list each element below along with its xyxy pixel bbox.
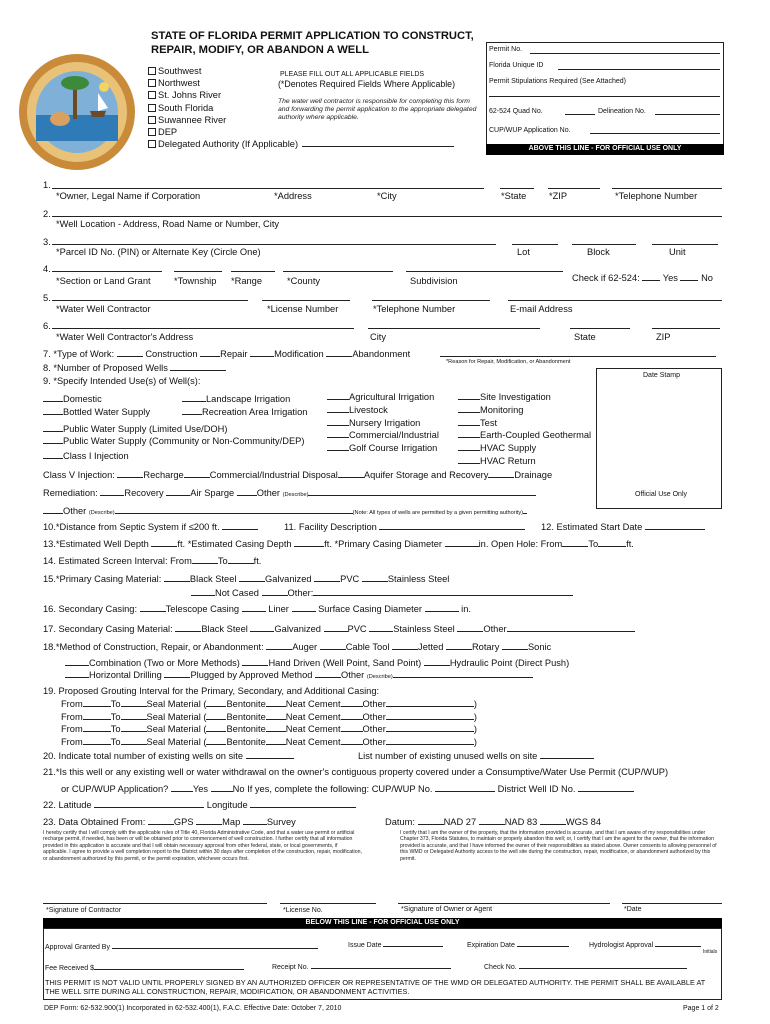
county-label: *County [287, 276, 321, 286]
initials-label: Initials [703, 949, 718, 955]
q12-row: 12. Estimated Start Date [541, 521, 705, 532]
contractor-address-label: *Water Well Contractor's Address [56, 332, 194, 342]
contractor-city-field[interactable] [368, 328, 540, 329]
cup-field[interactable] [590, 133, 720, 134]
license-field[interactable] [262, 300, 350, 301]
form-title-line1: STATE OF FLORIDA PERMIT APPLICATION TO CONSTRUCT, [151, 30, 474, 42]
row-3-number: 3. [43, 237, 51, 247]
use-hvac-return[interactable]: HVAC Return [458, 455, 591, 468]
checkbox[interactable] [148, 140, 156, 148]
latitude-field[interactable] [94, 799, 204, 808]
permit-no-label: Permit No. [489, 46, 523, 53]
district-delegated[interactable]: Delegated Authority (If Applicable) [148, 138, 454, 150]
row-2-number: 2. [43, 209, 51, 219]
owner-signature-label: *Signature of Owner or Agent [401, 906, 493, 913]
q19-label: 19. Proposed Grouting Interval for the Primary, Secondary, and Additional Casing: [43, 686, 380, 696]
date-stamp-box [596, 368, 722, 509]
county-field[interactable] [283, 271, 393, 272]
use-golf[interactable]: Golf Course Irrigation [327, 442, 439, 455]
unit-label: Unit [669, 247, 686, 257]
grout-row[interactable]: From To Seal Material ( Bentonite Neat Cement Other ) [61, 699, 477, 709]
row-5-number: 5. [43, 293, 51, 303]
township-field[interactable] [174, 271, 222, 272]
state-field[interactable] [500, 188, 534, 189]
construction-field[interactable] [117, 348, 143, 357]
q21-label: 21.*Is this well or any existing well or water withdrawal on the owner's contiguous property covered under a Consumptive/Water Use Permit (CUP/WUP) [43, 767, 669, 777]
modification-field[interactable] [250, 348, 274, 357]
q15-row: 15.*Primary Casing Material: Black Steel Galvanized PVC Stainless Steel [43, 574, 450, 584]
range-label: *Range [231, 276, 263, 286]
yes-field[interactable] [642, 272, 660, 281]
license-signature-label: *License No. [283, 907, 323, 914]
q10-row: 10.*Distance from Septic System if ≤200 ft. [43, 521, 258, 532]
checkbox[interactable] [148, 104, 156, 112]
unit-field[interactable] [652, 244, 718, 245]
remediation-row: Remediation: Recovery Air Sparge Other (Describe) [43, 487, 536, 498]
license-label: *License Number [267, 304, 339, 314]
use-column-3 [327, 391, 439, 455]
issue-row: Issue Date [348, 938, 443, 949]
use-test[interactable]: Test [458, 417, 591, 430]
use-domestic[interactable]: Domestic [43, 393, 304, 406]
use-hvac-supply[interactable]: HVAC Supply [458, 442, 591, 455]
contractor-zip-label: ZIP [656, 332, 671, 342]
use-recreation[interactable]: Recreation Area Irrigation [182, 406, 307, 419]
q13-row: 13.*Estimated Well Depth ft. *Estimated Casing Depth ft. *Primary Casing Diameter in. Open Hole: From To ft. [43, 539, 634, 549]
q15-row-2: Not Cased Other: [191, 587, 573, 598]
q16-row: 16. Secondary Casing: Telescope Casing Liner Surface Casing Diameter in. [43, 604, 471, 614]
q21-row-2: or CUP/WUP Application? Yes No If yes, complete the following: CUP/WUP No. District Well ID No. [61, 783, 634, 794]
hydrologist-row: Hydrologist Approval [589, 938, 701, 949]
contractor-note: The water well contractor is responsible for completing this form and forwarding the permit application to the appropriate delegated authority where applicable. [278, 98, 477, 121]
q20b-row: List number of existing unused wells on site [358, 750, 594, 761]
q22-row: 22. Latitude Longitude [43, 799, 356, 810]
page-number: Page 1 of 2 [683, 1005, 719, 1012]
district-northwest[interactable]: Northwest [148, 77, 454, 89]
casing-depth-field[interactable] [294, 538, 324, 547]
recovery-field[interactable] [100, 487, 124, 496]
use-monitoring[interactable]: Monitoring [458, 404, 591, 417]
district-dep[interactable]: DEP [148, 126, 454, 138]
other-use-row: Other (Describe) (Note: All types of wells are permitted by a given permitting authority) [43, 505, 527, 516]
contractor-state-field[interactable] [570, 328, 630, 329]
delineation-field[interactable] [655, 114, 720, 115]
cup-label: CUP/WUP Application No. [489, 127, 571, 134]
district-south-florida[interactable]: South Florida [148, 102, 454, 114]
row-1-number: 1. [43, 180, 51, 190]
district-st-johns[interactable]: St. Johns River [148, 89, 454, 101]
contractor-label: *Water Well Contractor [56, 304, 151, 314]
required-note: (*Denotes Required Fields Where Applicable) [278, 79, 456, 89]
open-hole-to[interactable] [598, 538, 626, 547]
other-use-field[interactable] [43, 505, 63, 514]
use-public-community[interactable]: Public Water Supply (Community or Non-Community/DEP) [43, 435, 304, 448]
contractor-signature-label: *Signature of Contractor [46, 907, 122, 914]
use-site-investigation[interactable]: Site Investigation [458, 391, 591, 404]
contractor-certification: I hereby certify that I will comply with the applicable rules of Title 40, Florida Administrative Code, and that a water use permit or artificial recharge permit, if needed, has been or will be obtained prior to commencement of well construction. I further certify that all information provided in this application is accurate and that I will obtain necessary approval from other federal, state, or local governments, if applicable. I agree to provide a well completion report to the District within 30 days after completion of the construction, repair, modification, or abandonment authorized by this permit, or the permit expiration, whichever occurs first. [43, 830, 362, 862]
district-suwannee[interactable]: Suwannee River [148, 114, 454, 126]
no-field[interactable] [680, 272, 698, 281]
email-label: E-mail Address [510, 304, 573, 314]
grout-row[interactable]: From To Seal Material ( Bentonite Neat Cement Other ) [61, 724, 477, 734]
parcel-field[interactable] [52, 244, 496, 245]
use-landscape[interactable]: Landscape Irrigation [182, 393, 307, 406]
rem-other-field[interactable] [237, 487, 257, 496]
lot-label: Lot [517, 247, 530, 257]
fill-note: PLEASE FILL OUT ALL APPLICABLE FIELDS [280, 71, 425, 78]
city-label: *City [377, 191, 397, 201]
contractor-city-label: City [370, 332, 387, 342]
contractor-signature-line[interactable] [43, 903, 267, 904]
number-wells-field[interactable] [170, 362, 226, 371]
stipulations-label[interactable]: Permit Stipulations Required (See Attached) [489, 78, 626, 85]
contractor-phone-field[interactable] [372, 300, 490, 301]
reason-label: *Reason for Repair, Modification, or Abandonment [446, 359, 571, 365]
reason-field[interactable] [440, 356, 716, 357]
zip-field[interactable] [548, 188, 600, 189]
q17-row: 17. Secondary Casing Material: Black Steel Galvanized PVC Stainless Steel Other [43, 623, 635, 634]
well-location-field[interactable] [52, 216, 722, 217]
intended-use-label: 9. *Specify Intended Use(s) of Well(s): [43, 376, 201, 386]
use-commercial[interactable]: Commercial/Industrial [327, 429, 439, 442]
approval-row: Approval Granted By [45, 940, 318, 951]
check-row: Check No. [484, 960, 687, 971]
use-geothermal[interactable]: Earth-Coupled Geothermal [458, 429, 591, 442]
delineation-label: Delineation No. [598, 108, 646, 115]
receipt-row: Receipt No. [272, 960, 451, 971]
row-6-number: 6. [43, 321, 51, 331]
township-label: *Township [174, 276, 217, 286]
email-field[interactable] [508, 300, 722, 301]
q18-row: 18.*Method of Construction, Repair, or Abandonment: Auger Cable Tool Jetted Rotary Sonic [43, 642, 552, 652]
datum-row: Datum: NAD 27 NAD 83 WGS 84 [385, 817, 602, 827]
sparge-field[interactable] [166, 487, 190, 496]
number-wells-row: 8. *Number of Proposed Wells [43, 362, 226, 373]
screen-from[interactable] [192, 555, 218, 564]
owner-signature-line[interactable] [398, 903, 610, 904]
subdivision-field[interactable] [406, 271, 563, 272]
facility-field[interactable] [379, 521, 525, 530]
unused-wells-field[interactable] [540, 750, 594, 759]
use-agricultural[interactable]: Agricultural Irrigation [327, 391, 439, 404]
use-public-limited[interactable]: Public Water Supply (Limited Use/DOH) [43, 423, 304, 436]
grout-row[interactable]: From To Seal Material ( Bentonite Neat Cement Other ) [61, 736, 477, 747]
unique-id-label: Florida Unique ID [489, 62, 544, 69]
start-date-field[interactable] [645, 521, 705, 530]
use-column-2 [182, 393, 307, 419]
repair-field[interactable] [200, 348, 220, 357]
q18-row-3: Horizontal Drilling Plugged by Approved Method Other (Describe) [65, 669, 533, 680]
below-line-bar: BELOW THIS LINE - FOR OFFICIAL USE ONLY [43, 918, 722, 928]
expiration-row: Expiration Date [467, 938, 569, 949]
block-field[interactable] [572, 244, 636, 245]
type-of-work-row: 7. *Type of Work: Construction Repair Modification Abandonment [43, 349, 411, 359]
date-stamp-label: Date Stamp [643, 372, 680, 379]
official-use-box [486, 42, 724, 155]
contractor-field[interactable] [52, 300, 248, 301]
lot-field[interactable] [512, 244, 558, 245]
official-use-bar: ABOVE THIS LINE - FOR OFFICIAL USE ONLY [486, 144, 724, 155]
contractor-address-field[interactable] [52, 328, 354, 329]
fee-row: Fee Received $ [45, 961, 244, 972]
well-location-label: *Well Location - Address, Road Name or Number, City [56, 219, 280, 229]
contractor-zip-field[interactable] [652, 328, 720, 329]
longitude-field[interactable] [250, 799, 356, 808]
row-4-number: 4. [43, 264, 51, 274]
septic-distance-field[interactable] [222, 521, 258, 530]
q20-row: 20. Indicate total number of existing wells on site [43, 750, 294, 761]
use-class-i[interactable]: Class I Injection [43, 450, 304, 463]
checkbox[interactable] [148, 79, 156, 87]
screen-to[interactable] [228, 555, 254, 564]
validity-notice: THIS PERMIT IS NOT VALID UNTIL PROPERLY SIGNED BY AN AUTHORIZED OFFICER OR REPRESENTATIVE OF THE WMD OR DELEGATED AUTHORITY. THE PERMIT SHALL BE AVAILABLE AT THE WELL SITE DURING ALL CONSTRUCTION, REPAIR, MODIFICATION, OR ABANDONMENT ACTIVITIES. [45, 978, 706, 997]
q14-row: 14. Estimated Screen Interval: From To ft. [43, 556, 262, 566]
form-footer: DEP Form: 62-532.900(1) Incorporated in 62-532.400(1), F.A.C. Effective Date: October 7, 2010 [44, 1005, 342, 1012]
permit-no-field[interactable] [530, 53, 720, 54]
owner-field[interactable] [52, 188, 484, 189]
state-label: *State [501, 191, 527, 201]
quad-field[interactable] [565, 114, 595, 115]
unique-id-field[interactable] [558, 69, 720, 70]
quad-label: 62-524 Quad No. [489, 108, 543, 115]
disposal-field[interactable] [184, 469, 210, 478]
license-signature-line[interactable] [280, 903, 376, 904]
state-seal-logo [18, 53, 136, 171]
checkbox[interactable] [148, 67, 156, 75]
range-field[interactable] [231, 271, 275, 272]
well-depth-field[interactable] [151, 538, 177, 547]
use-livestock[interactable]: Livestock [327, 404, 439, 417]
owner-label: *Owner, Legal Name if Corporation [56, 191, 201, 201]
checkbox[interactable] [148, 116, 156, 124]
subdivision-label: Subdivision [410, 276, 458, 286]
casing-diameter-field[interactable] [445, 538, 479, 547]
recharge-field[interactable] [117, 469, 143, 478]
official-only-label: Official Use Only [635, 491, 687, 498]
q11-row: 11. Facility Description [284, 521, 525, 532]
form-title-line2: REPAIR, MODIFY, OR ABANDON A WELL [151, 44, 369, 56]
check-62-524: Check if 62-524: Yes No [572, 273, 713, 283]
contractor-phone-label: *Telephone Number [373, 304, 456, 314]
use-column-4 [458, 391, 591, 468]
asr-field[interactable] [338, 469, 364, 478]
open-hole-from[interactable] [562, 538, 588, 547]
stipulations-line [489, 96, 720, 97]
section-field[interactable] [52, 271, 162, 272]
owner-certification: I certify that I am the owner of the property, that the information provided is accurate, and that I am aware of my responsibilities under Chapter 373, Florida Statutes, to maintain or properly abandon this well; or, I certify that I am the agent for the owner, that the information provided is accurate, and that I have informed the owner of their responsibilities as stated above. Owner consents to allowing personnel of this WMD or Delegated Authority access to the well site during the construction, repair, modification, or abandonment authorized by this permit. [400, 830, 717, 862]
phone-field[interactable] [612, 188, 722, 189]
abandonment-field[interactable] [326, 348, 352, 357]
use-bottled[interactable]: Bottled Water Supply [43, 406, 304, 419]
checkbox[interactable] [148, 128, 156, 136]
grouting-table [61, 698, 477, 748]
address-label: *Address [274, 191, 312, 201]
date-signature-label: *Date [624, 906, 642, 913]
use-nursery[interactable]: Nursery Irrigation [327, 417, 439, 430]
checkbox[interactable] [148, 91, 156, 99]
contractor-state-label: State [574, 332, 596, 342]
date-signature-line[interactable] [622, 903, 722, 904]
parcel-label: *Parcel ID No. (PIN) or Alternate Key (Circle One) [56, 247, 261, 257]
grout-row[interactable]: From To Seal Material ( Bentonite Neat Cement Other ) [61, 711, 477, 722]
block-label: Block [587, 247, 610, 257]
class-v-injection-row: Class V Injection: Recharge Commercial/Industrial Disposal Aquifer Storage and Recovery Drainage [43, 470, 553, 480]
phone-label: *Telephone Number [615, 191, 698, 201]
district-southwest[interactable]: Southwest [148, 65, 454, 77]
drainage-field[interactable] [488, 469, 514, 478]
section-label: *Section or Land Grant [56, 276, 151, 286]
existing-wells-field[interactable] [246, 750, 294, 759]
q18-row-2: Combination (Two or More Methods) Hand Driven (Well Point, Sand Point) Hydraulic Point (Direct Push) [65, 657, 569, 668]
q23-row: 23. Data Obtained From: GPS Map Survey [43, 817, 296, 827]
zip-label: *ZIP [549, 191, 568, 201]
